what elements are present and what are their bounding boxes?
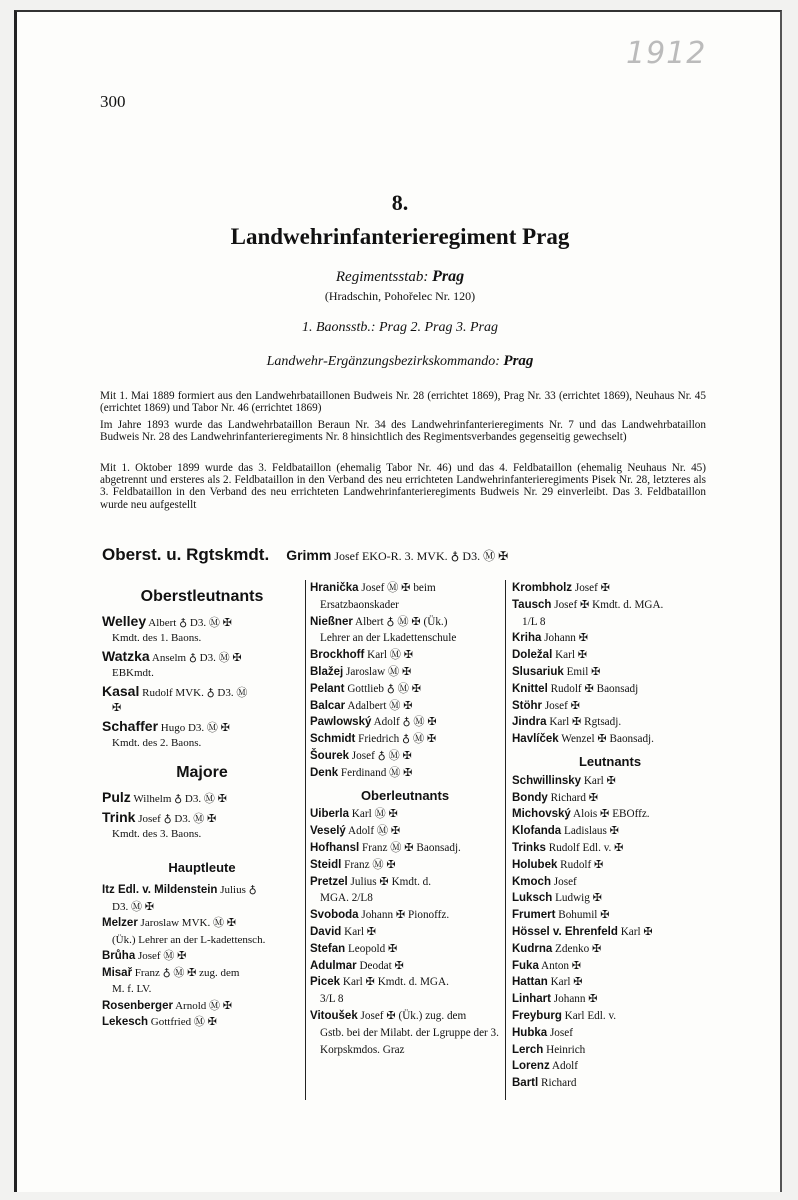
officer-details: Rudolf MVK. ♁ D3. Ⓜ — [142, 686, 248, 699]
officer-entry — [102, 719, 302, 751]
officer-details: Ferdinand Ⓜ ✠ — [340, 766, 413, 779]
commander-rank: Oberst. u. Rgtskmdt. — [102, 545, 270, 564]
officer-note: ✠ — [112, 701, 122, 714]
officer-surname: Frumert — [512, 909, 556, 922]
officer-surname: Schmidt — [310, 733, 356, 746]
handwritten-year: 1912 — [626, 36, 707, 71]
officer-surname: Bondy — [512, 791, 548, 804]
officer-details: Karl ✠ — [620, 925, 653, 938]
officer-surname: Schwillinsky — [512, 774, 582, 787]
officer-details: Adolf ♁ Ⓜ ✠ — [373, 716, 437, 729]
officer-details: Josef ♁ Ⓜ ✠ — [351, 749, 412, 762]
section-heading: Oberleutnants — [360, 787, 450, 803]
officer-details: Albert ♁ D3. Ⓜ ✠ — [148, 616, 232, 629]
officer-details: Wenzel ✠ Baonsadj. — [561, 733, 654, 746]
officer-surname: Luksch — [512, 892, 553, 905]
erg-label: Landwehr-Ergänzungsbezirkskommando: — [266, 354, 500, 369]
officer-surname: Nießner — [310, 615, 353, 628]
officer-surname: Pawlowský — [310, 716, 372, 729]
officer-details: Ladislaus ✠ — [564, 825, 620, 838]
officer-surname: Pretzel — [310, 875, 348, 888]
officer-entry — [512, 647, 708, 664]
officer-details: Wilhelm ♁ D3. Ⓜ ✠ — [133, 792, 227, 805]
officer-surname: Lerch — [512, 1043, 544, 1056]
history-paragraph-2: Im Jahre 1893 wurde das Landwehrbataillon Beraun Nr. 34 des Landwehrinfanterieregiments Nr. 7 und das Landwehrbataillon Budweis Nr. 28 des Landwehrinfanterieregiments Nr. 8 hinsichtlich des Regimentsverbandes gegenseitig gewechselt) — [100, 419, 706, 444]
officer-entry — [512, 681, 708, 698]
officer-details: Adalbert Ⓜ ✠ — [347, 699, 413, 712]
officer-note: (Ük.) Lehrer an der L-kadettensch. — [112, 933, 266, 946]
column-3 — [512, 580, 708, 1092]
officer-details: Ludwig ✠ — [555, 892, 603, 905]
officer-note: 3/L 8 — [320, 993, 344, 1006]
officer-surname: Kmoch — [512, 875, 551, 888]
officer-note: D3. Ⓜ ✠ — [112, 900, 154, 913]
officer-surname: Brockhoff — [310, 649, 365, 662]
officer-entry — [512, 664, 708, 681]
officer-details: Josef ✠ (Ük.) zug. dem — [360, 1009, 467, 1022]
officer-details: Gottfried Ⓜ ✠ — [150, 1016, 217, 1029]
column-1 — [102, 585, 302, 1031]
officer-entry — [512, 874, 708, 891]
officer-surname: Kriha — [512, 632, 542, 645]
officer-details: Johann ✠ — [544, 632, 589, 645]
officer-details: Anton ✠ — [541, 959, 582, 972]
officer-entry — [512, 991, 708, 1008]
officer-details: Anselm ♁ D3. Ⓜ ✠ — [151, 651, 242, 664]
officer-details: Deodat ✠ — [359, 959, 404, 972]
officer-details: Josef — [553, 875, 577, 888]
officer-details: Friedrich ♁ Ⓜ ✠ — [358, 733, 437, 746]
officer-surname: Vitoušek — [310, 1009, 358, 1022]
officer-note: Ersatzbaonskader — [320, 598, 399, 611]
officer-surname: Havlíček — [512, 733, 559, 746]
officer-surname: Hössel v. Ehrenfeld — [512, 925, 618, 938]
officer-surname: Denk — [310, 766, 339, 779]
officer-details: Albert ♁ Ⓜ ✠ (Ük.) — [355, 615, 448, 628]
officer-entry — [310, 857, 500, 874]
officer-surname: Knittel — [512, 682, 548, 695]
officer-surname: Freyburg — [512, 1009, 562, 1022]
officer-entry — [310, 941, 500, 958]
history-paragraph-3: Mit 1. Oktober 1899 wurde das 3. Feldbataillon (ehemalig Tabor Nr. 46) und das 4. Feldbataillon (ehemalig Neuhaus Nr. 45) abgetrennt und ersteres als 2. Feldbataillon in den Verband des neu errichteten Landwehrinfanterieregiments Pisek Nr. 28, letzteres als 3. Feldbataillon in den Verband des neu errichteten Landwehrinfanterieregiments Budweis Nr. 29 einverleibt. Das 3. Feldbataillon wurde neu aufgestellt — [100, 462, 706, 511]
officer-details: Heinrich — [546, 1043, 586, 1056]
officer-details: Karl ✠ Rgtsadj. — [549, 716, 622, 729]
officer-entry — [512, 840, 708, 857]
officer-surname: Welley — [102, 612, 147, 629]
stab-label: Regimentsstab: — [335, 269, 429, 285]
officer-entry — [310, 748, 500, 765]
officer-details: Karl ✠ — [344, 925, 377, 938]
officer-note: Gstb. bei der Milabt. der Lgruppe der 3. Korpskmdos. Graz — [320, 1026, 499, 1056]
section-heading: Leutnants — [578, 753, 642, 769]
officer-surname: Šourek — [310, 749, 349, 762]
commander-line — [102, 545, 712, 565]
officer-surname: Pelant — [310, 682, 345, 695]
history-paragraph-1: Mit 1. Mai 1889 formiert aus den Landwehrbataillonen Budweis Nr. 28 (errichtet 1869), Prag Nr. 33 (errichtet 1869), Neuhaus Nr. 45 (errichtet 1869) und Tabor Nr. 46 (errichtet 1869) — [100, 390, 706, 415]
officer-entry — [310, 1008, 500, 1058]
officer-entry — [310, 840, 500, 857]
officer-note: M. f. LV. — [112, 983, 152, 996]
officer-surname: Rosenberger — [102, 999, 173, 1012]
officer-surname: David — [310, 925, 342, 938]
officer-entry — [512, 1042, 708, 1059]
officer-surname: Lekesch — [102, 1016, 149, 1029]
officer-details: Karl ✠ — [555, 649, 588, 662]
officer-entry — [512, 790, 708, 807]
hauptleute-list — [102, 882, 302, 1031]
officer-entry — [512, 731, 708, 748]
officer-entry — [512, 698, 708, 715]
officer-details: Julius ✠ Kmdt. d. — [350, 875, 432, 888]
officer-surname: Jindra — [512, 716, 547, 729]
officer-entry — [512, 714, 708, 731]
officer-surname: Kudrna — [512, 942, 553, 955]
officer-surname: Bartl — [512, 1077, 539, 1090]
officer-entry — [102, 614, 302, 646]
regimentsstab-line — [90, 268, 710, 286]
officer-details: Josef Ⓜ ✠ — [137, 950, 187, 963]
officer-details: Zdenko ✠ — [555, 942, 602, 955]
officer-entry — [102, 810, 302, 842]
officer-details: Julius ♁ — [220, 884, 257, 897]
officer-entry — [310, 647, 500, 664]
column-2 — [310, 580, 500, 1058]
officer-surname: Hattan — [512, 976, 548, 989]
officer-surname: Schaffer — [102, 717, 159, 734]
officer-details: Franz Ⓜ ✠ Baonsadj. — [362, 841, 461, 854]
oberleutnants-list — [310, 806, 500, 1058]
baons-line: 1. Baonsstb.: Prag 2. Prag 3. Prag — [302, 320, 498, 335]
officer-details: Hugo D3. Ⓜ ✠ — [160, 721, 230, 734]
officer-entry — [102, 965, 302, 998]
officer-entry — [102, 1014, 302, 1031]
officer-details: Josef — [549, 1026, 573, 1039]
officer-surname: Pulz — [102, 788, 131, 805]
officer-details: Richard — [541, 1077, 577, 1090]
officer-entry — [512, 924, 708, 941]
officer-details: Karl Edl. v. — [564, 1009, 617, 1022]
officer-details: Karl Ⓜ ✠ — [367, 649, 414, 662]
officer-entry — [512, 580, 708, 597]
majore-list — [102, 790, 302, 842]
officer-details: Gottlieb ♁ Ⓜ ✠ — [347, 682, 422, 695]
officer-entry — [310, 614, 500, 648]
officer-surname: Lorenz — [512, 1060, 550, 1073]
officer-details: Alois ✠ EBOffz. — [573, 808, 650, 821]
officer-note: Kmdt. des 1. Baons. — [112, 631, 202, 644]
officer-surname: Fuka — [512, 959, 539, 972]
officer-surname: Misař — [102, 966, 133, 979]
officer-details: Josef Ⓜ ✠ beim — [361, 582, 436, 594]
commander-details: Josef EKO-R. 3. MVK. ♁ D3. Ⓜ ✠ — [334, 549, 509, 563]
officer-surname: Trink — [102, 808, 136, 825]
page-number: 300 — [100, 92, 126, 111]
officer-entry — [310, 698, 500, 715]
officer-details: Karl Ⓜ ✠ — [351, 808, 398, 821]
officer-details: Arnold Ⓜ ✠ — [175, 999, 232, 1012]
officer-details: Karl ✠ — [583, 774, 616, 787]
officer-entry — [512, 974, 708, 991]
officer-surname: Hranička — [310, 582, 359, 594]
officer-details: Rudolf Edl. v. ✠ — [548, 841, 624, 854]
officer-details: Karl ✠ Kmdt. d. MGA. — [342, 976, 449, 989]
officer-note: EBKmdt. — [112, 666, 154, 679]
commander-name: Grimm — [286, 547, 332, 563]
officer-entry — [310, 714, 500, 731]
officer-details: Franz ♁ Ⓜ ✠ zug. dem — [134, 966, 240, 979]
officer-surname: Watzka — [102, 647, 150, 664]
officer-surname: Trinks — [512, 841, 546, 854]
officer-surname: Stefan — [310, 942, 346, 955]
officer-surname: Stöhr — [512, 699, 543, 712]
officer-details: Richard ✠ — [550, 791, 599, 804]
officer-note: Kmdt. des 3. Baons. — [112, 827, 202, 840]
officer-list — [310, 580, 500, 782]
officer-entry — [512, 1058, 708, 1075]
officer-surname: Itz Edl. v. Mildenstein — [102, 884, 218, 897]
officer-entry — [310, 664, 500, 681]
officer-details: Karl ✠ — [550, 976, 583, 989]
officer-details: Adolf — [551, 1060, 578, 1073]
officer-entry — [310, 765, 500, 782]
officer-entry — [310, 806, 500, 823]
stab-address: (Hradschin, Pohořelec Nr. 120) — [324, 289, 476, 303]
officer-details: Rudolf ✠ Baonsadj — [550, 682, 639, 695]
officer-entry — [512, 857, 708, 874]
officer-entry — [310, 681, 500, 698]
column-divider — [305, 580, 306, 1100]
section-heading: Majore — [176, 763, 228, 781]
officer-entry — [310, 580, 500, 614]
officer-details: Leopold ✠ — [347, 942, 398, 955]
officer-surname: Blažej — [310, 665, 344, 678]
officer-details: Josef ✠ Kmdt. d. MGA. — [554, 598, 664, 611]
officer-details: Rudolf ✠ — [560, 858, 604, 871]
officer-entry — [310, 924, 500, 941]
officer-entry — [102, 948, 302, 965]
officer-surname: Klofanda — [512, 825, 562, 838]
officer-surname: Krombholz — [512, 582, 573, 594]
officer-surname: Veselý — [310, 825, 346, 838]
officer-note: 1/L 8 — [522, 615, 546, 628]
officer-entry — [102, 649, 302, 681]
officer-details: Emil ✠ — [566, 665, 601, 678]
officer-surname: Adulmar — [310, 959, 357, 972]
officer-surname: Doležal — [512, 649, 553, 662]
officer-surname: Uiberla — [310, 808, 349, 821]
officer-entry — [310, 823, 500, 840]
officer-surname: Hubka — [512, 1026, 548, 1039]
officer-list — [512, 580, 708, 748]
erg-value: Prag — [503, 353, 534, 369]
regiment-number: 8. — [391, 190, 409, 215]
officer-details: Jaroslaw Ⓜ ✠ — [346, 665, 412, 678]
regiment-title: Landwehrinfanterieregiment Prag — [230, 224, 570, 249]
section-heading: Hauptleute — [168, 859, 236, 875]
officer-entry — [512, 806, 708, 823]
officer-surname: Picek — [310, 976, 341, 989]
officer-entry — [512, 773, 708, 790]
officer-details: Johann ✠ — [553, 993, 598, 1006]
officer-details: Jaroslaw MVK. Ⓜ ✠ — [140, 917, 236, 930]
officer-entry — [310, 974, 500, 1008]
officer-entry — [512, 597, 708, 631]
officer-surname: Melzer — [102, 917, 138, 930]
officer-entry — [310, 907, 500, 924]
officer-details: Johann ✠ Pionoffz. — [361, 909, 450, 922]
officer-entry — [512, 907, 708, 924]
officer-details: Franz Ⓜ ✠ — [344, 858, 396, 871]
officer-surname: Tausch — [512, 598, 552, 611]
officer-surname: Slusariuk — [512, 665, 564, 678]
officer-surname: Michovský — [512, 808, 571, 821]
oberstleutnants-list — [102, 614, 302, 751]
erganzung-line — [90, 353, 710, 370]
officer-note: MGA. 2/L8 — [320, 892, 373, 905]
officer-surname: Linhart — [512, 993, 551, 1006]
officer-entry — [512, 958, 708, 975]
officer-entry — [310, 731, 500, 748]
section-heading: Oberstleutnants — [140, 588, 264, 605]
officer-entry — [512, 1075, 708, 1092]
officer-details: Josef ♁ D3. Ⓜ ✠ — [138, 812, 217, 825]
officer-entry — [102, 882, 302, 915]
column-divider — [505, 580, 506, 1100]
officer-surname: Holubek — [512, 858, 558, 871]
officer-surname: Svoboda — [310, 909, 359, 922]
officer-surname: Hofhansl — [310, 841, 360, 854]
officer-surname: Brůha — [102, 950, 136, 963]
officer-entry — [310, 958, 500, 975]
leutnants-list — [512, 773, 708, 1092]
officer-surname: Kasal — [102, 682, 140, 699]
officer-entry — [512, 823, 708, 840]
officer-entry — [102, 998, 302, 1015]
officer-surname: Steidl — [310, 858, 342, 871]
officer-entry — [102, 915, 302, 948]
officer-details: Josef ✠ — [574, 582, 611, 594]
officer-entry — [310, 874, 500, 908]
officer-note: Lehrer an der Lkadettenschule — [320, 632, 457, 645]
officer-entry — [512, 941, 708, 958]
officer-entry — [512, 630, 708, 647]
officer-note: Kmdt. des 2. Baons. — [112, 736, 202, 749]
officer-details: Josef ✠ — [544, 699, 580, 712]
officer-details: Bohumil ✠ — [558, 909, 610, 922]
officer-details: Adolf Ⓜ ✠ — [348, 825, 401, 838]
stab-value: Prag — [432, 268, 465, 285]
officer-surname: Balcar — [310, 699, 346, 712]
officer-entry — [512, 1008, 708, 1025]
officer-entry — [512, 890, 708, 907]
officer-entry — [512, 1025, 708, 1042]
officer-entry — [102, 684, 302, 716]
officer-entry — [102, 790, 302, 807]
